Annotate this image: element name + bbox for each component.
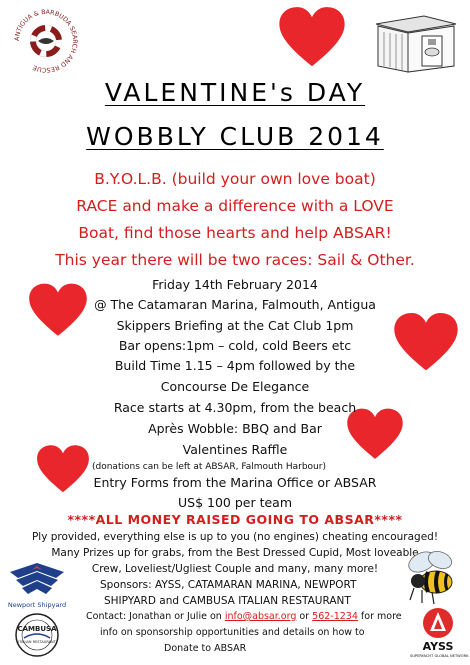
sponsors-line-2: SHIPYARD and CAMBUSA ITALIAN RESTAURANT bbox=[104, 595, 351, 607]
ayss-sub: SUPERYACHT GLOBAL NETWORK bbox=[410, 654, 469, 658]
contact-line-3: Donate to ABSAR bbox=[164, 643, 247, 654]
cambusa-label: CAMBUSA bbox=[17, 625, 57, 633]
absar-ring-text: ANTIGUA & BARBUDA SEARCH AND RESCUE bbox=[13, 8, 79, 74]
intro-boat: Boat, find those hearts and help ABSAR! bbox=[78, 224, 392, 242]
contact-line-1 bbox=[86, 611, 402, 622]
contact-prefix: Contact: Jonathan or Julie on bbox=[86, 611, 225, 622]
donations-note: (donations can be left at ABSAR, Falmouth Harbour) bbox=[92, 462, 326, 472]
heart-icon bbox=[278, 6, 346, 68]
ayss-logo bbox=[410, 607, 469, 663]
intro-race: RACE and make a difference with a LOVE bbox=[76, 197, 394, 215]
intro-two-races: This year there will be two races: Sail & Other. bbox=[55, 251, 415, 269]
build-time: Build Time 1.15 – 4pm followed by the bbox=[114, 358, 356, 373]
rules-line-2: Many Prizes up for grabs, from the Best Dressed Cupid, Most loveable bbox=[51, 547, 419, 559]
absar-logo bbox=[10, 6, 82, 76]
money-banner: ****ALL MONEY RAISED GOING TO ABSAR**** bbox=[67, 512, 403, 527]
newport-shipyard-logo bbox=[6, 560, 68, 610]
rules-line-1: Ply provided, everything else is up to you (no engines) cheating encouraged! bbox=[31, 531, 439, 543]
apres-wobble: Après Wobble: BBQ and Bar bbox=[148, 421, 322, 436]
cambusa-logo bbox=[14, 612, 60, 658]
phone-link[interactable]: 562-1234 bbox=[312, 611, 358, 622]
title-line-1: VALENTINE's DAY bbox=[104, 78, 366, 107]
contact-line-2: info on sponsorship opportunities and details on how to bbox=[100, 627, 365, 638]
skippers-briefing: Skippers Briefing at the Cat Club 1pm bbox=[116, 318, 354, 333]
rules-line-3: Crew, Loveliest/Ugliest Couple and many, many more! bbox=[91, 563, 379, 575]
email-link[interactable]: info@absar.org bbox=[224, 611, 297, 622]
concourse: Concourse De Elegance bbox=[160, 379, 310, 394]
entry-fee: US$ 100 per team bbox=[177, 495, 292, 510]
bee-icon bbox=[400, 548, 464, 606]
intro-byolb: B.Y.O.L.B. (build your own love boat) bbox=[94, 170, 376, 188]
sponsors-line-1: Sponsors: AYSS, CATAMARAN MARINA, NEWPORT bbox=[100, 579, 357, 591]
bar-opens: Bar opens:1pm – cold, cold Beers etc bbox=[118, 338, 352, 353]
valentines-raffle: Valentines Raffle bbox=[182, 442, 288, 457]
race-start: Race starts at 4.30pm, from the beach bbox=[113, 400, 357, 415]
contact-suffix: for more bbox=[357, 611, 402, 622]
title-line-2: WOBBLY CLUB 2014 bbox=[86, 122, 384, 151]
outhouse-icon bbox=[366, 8, 460, 76]
cambusa-sub: ITALIAN RESTAURANT bbox=[18, 640, 56, 644]
ayss-label: AYSS bbox=[422, 640, 454, 653]
newport-label: Newport Shipyard bbox=[7, 601, 67, 609]
event-date: Friday 14th February 2014 bbox=[152, 277, 318, 292]
entry-forms: Entry Forms from the Marina Office or ABSAR bbox=[93, 475, 377, 490]
contact-middle: or bbox=[296, 611, 313, 622]
event-venue: @ The Catamaran Marina, Falmouth, Antigua bbox=[94, 297, 376, 312]
